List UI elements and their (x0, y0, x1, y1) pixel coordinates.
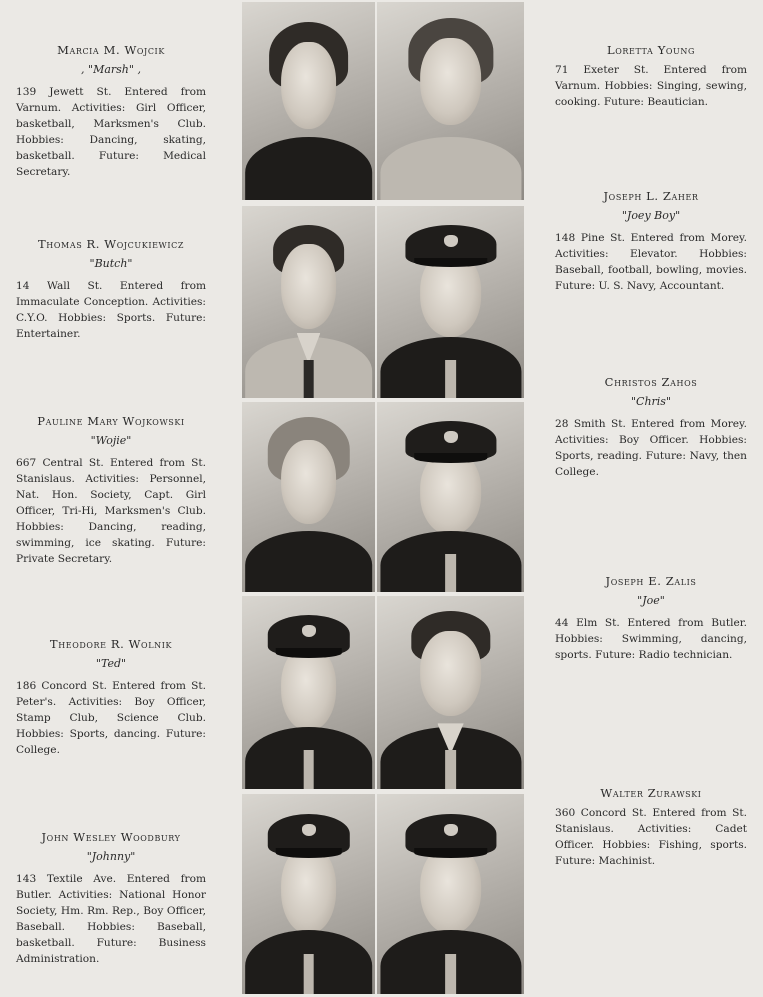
senior-bio: 28 Smith St. Entered from Morey. Activities: Boy Officer. Hobbies: Sports, reading. Future: Navy, then College. (555, 418, 747, 478)
senior-entry-joseph-zaher (555, 188, 747, 294)
senior-name: John Wesley Woodbury (41, 830, 181, 844)
portrait-photo-marcia-wojcik (242, 2, 375, 200)
portrait-photo-joseph-zaher (377, 206, 524, 398)
senior-bio: 148 Pine St. Entered from Morey. Activities: Elevator. Hobbies: Baseball, football, bowling, movies. Future: U. S. Navy, Accountant. (555, 232, 747, 292)
senior-bio: 186 Concord St. Entered from St. Peter's. Activities: Boy Officer, Stamp Club, Science Club. Hobbies: Sports, dancing. Future: College. (16, 680, 206, 756)
senior-name: Marcia M. Wojcik (57, 43, 165, 57)
senior-name: Pauline Mary Wojkowski (37, 414, 185, 428)
senior-entry-pauline-wojkowski (16, 413, 206, 567)
senior-bio: 71 Exeter St. Entered from Varnum. Hobbies: Singing, sewing, cooking. Future: Beautician. (555, 64, 747, 108)
senior-entry-loretta-young (555, 42, 747, 110)
senior-name: Loretta Young (607, 43, 695, 57)
senior-name: Joseph L. Zaher (603, 189, 699, 203)
senior-bio: 139 Jewett St. Entered from Varnum. Activities: Girl Officer, basketball, Marksmen's Club. Hobbies: Dancing, skating, basketball. Future: Medical Secretary. (16, 86, 206, 178)
senior-bio: 143 Textile Ave. Entered from Butler. Activities: National Honor Society, Hm. Rm. Rep., Boy Officer, Baseball. Hobbies: Baseball, basketball. Future: Business Administration. (16, 873, 206, 965)
senior-entry-theodore-wolnik (16, 636, 206, 758)
senior-entry-christos-zahos (555, 374, 747, 480)
portrait-photo-walter-zurawski (377, 794, 524, 994)
senior-bio: 360 Concord St. Entered from St. Stanislaus. Activities: Cadet Officer. Hobbies: Fishing, sports. Future: Machinist. (555, 807, 747, 867)
senior-nickname: "Johnny" (86, 850, 136, 863)
senior-bio: 14 Wall St. Entered from Immaculate Conception. Activities: C.Y.O. Hobbies: Sports. Future: Entertainer. (16, 280, 206, 340)
senior-entry-walter-zurawski (555, 785, 747, 869)
senior-entry-marcia-wojcik (16, 42, 206, 180)
portrait-photo-pauline-wojkowski (242, 402, 375, 592)
portrait-photo-john-woodbury (242, 794, 375, 994)
senior-nickname: "Joe" (637, 594, 665, 607)
senior-nickname: , "Marsh" , (81, 63, 141, 76)
senior-entry-john-woodbury (16, 829, 206, 967)
portrait-photo-thomas-wojcukiewicz (242, 206, 375, 398)
senior-nickname: "Butch" (89, 257, 133, 270)
senior-nickname: "Wojie" (90, 434, 132, 447)
senior-bio: 44 Elm St. Entered from Butler. Hobbies: Swimming, dancing, sports. Future: Radio technician. (555, 617, 747, 661)
portrait-photo-joseph-zalis (377, 596, 524, 789)
portrait-photo-loretta-young (377, 2, 524, 200)
senior-name: Thomas R. Wojcukiewicz (38, 237, 184, 251)
senior-nickname: "Joey Boy" (621, 209, 681, 222)
senior-name: Theodore R. Wolnik (49, 637, 173, 651)
senior-name: Christos Zahos (604, 375, 698, 389)
portrait-photo-theodore-wolnik (242, 596, 375, 789)
senior-nickname: "Ted" (95, 657, 127, 670)
senior-name: Joseph E. Zalis (605, 574, 697, 588)
senior-entry-thomas-wojcukiewicz (16, 236, 206, 342)
senior-nickname: "Chris" (630, 395, 672, 408)
senior-name: Walter Zurawski (600, 786, 702, 800)
senior-bio: 667 Central St. Entered from St. Stanislaus. Activities: Personnel, Nat. Hon. Society, Capt. Girl Officer, Tri-Hi, Marksmen's Club. Hobbies: Dancing, reading, swimming, ice skating. Future: Private Secretary. (16, 457, 206, 565)
portrait-photo-christos-zahos (377, 402, 524, 592)
senior-entry-joseph-zalis (555, 573, 747, 663)
